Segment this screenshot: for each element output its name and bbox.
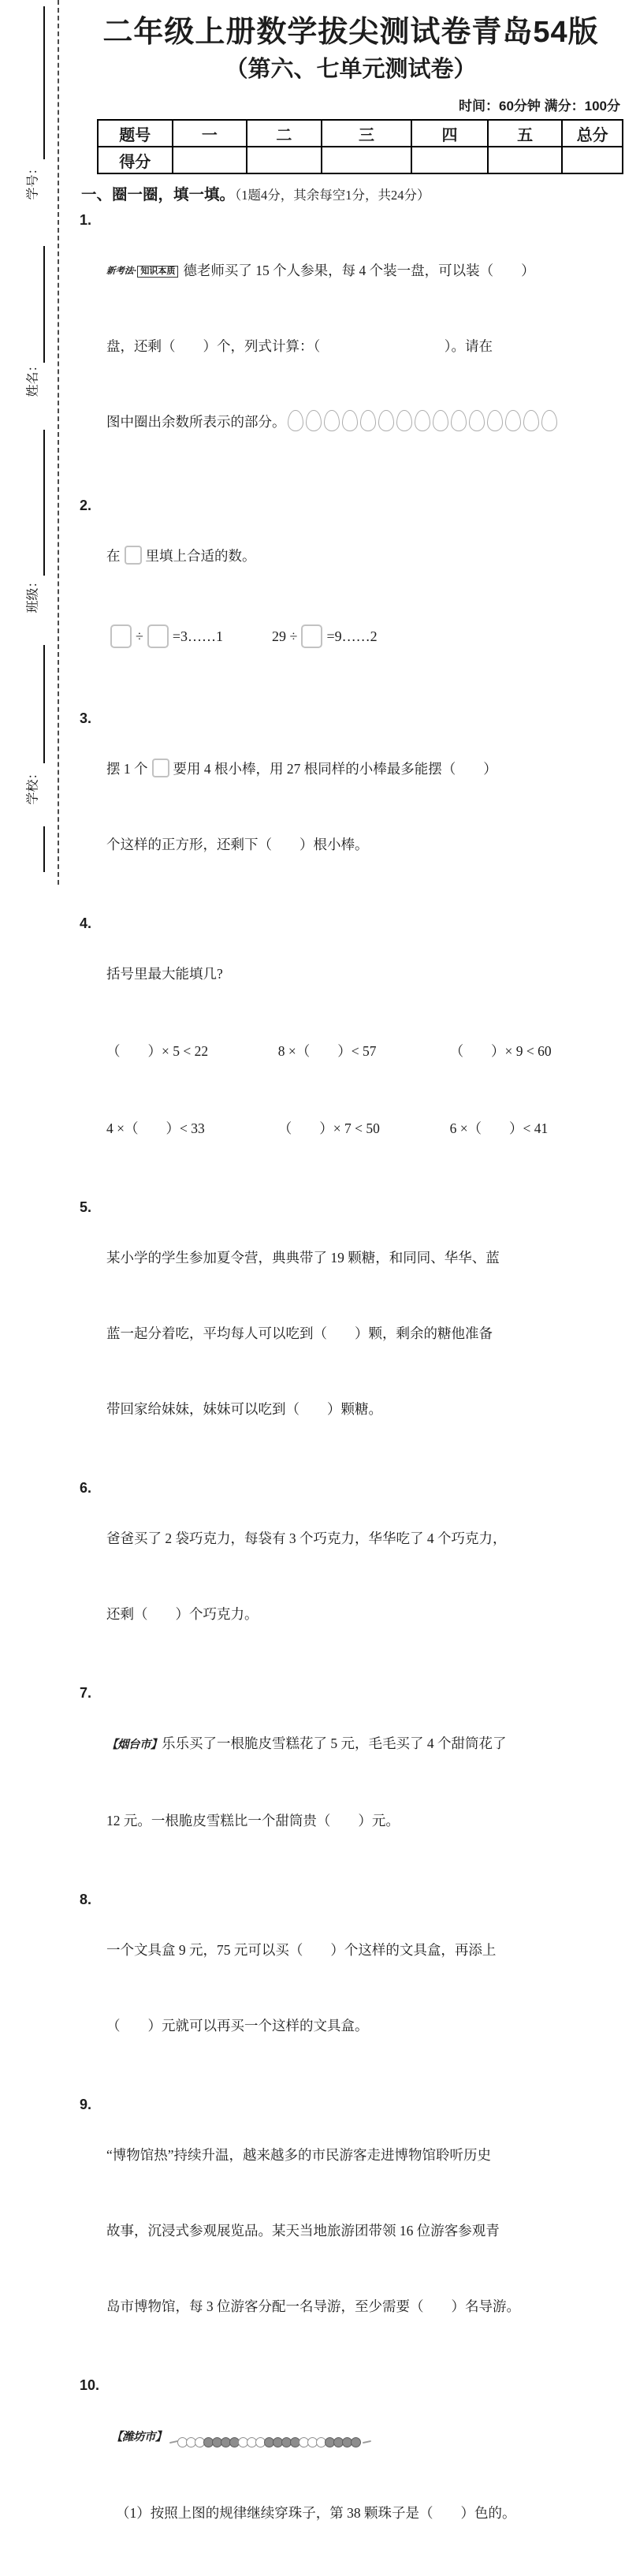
egg-shape [415,410,430,431]
question-6-number: 6. [80,1480,92,1496]
question-7-line-1: 【烟台市】乐乐买了一根脆皮雪糕花了 5 元，毛毛买了 4 个甜筒花了 [106,1735,507,1751]
egg-shape [360,410,376,431]
question-8-number: 8. [80,1892,92,1907]
fill-box [147,624,169,648]
egg-shape [396,410,412,431]
score-table-cell: 二 [247,120,322,147]
egg-shape [541,410,557,431]
margin-rule-line [43,826,45,872]
question-6-line-1: 爸爸买了 2 袋巧克力，每袋有 3 个巧克力，华华吃了 4 个巧克力， [106,1530,507,1546]
egg-shape [288,410,303,431]
question-9-line-2: 故事，沉浸式参观展览品。某天当地旅游团带领 16 位游客参观青 [106,2223,500,2239]
question-1-line-2: 盘，还剩（ ）个，列式计算：（ ）。请在 [106,338,493,354]
question-6 [80,1475,622,1677]
question-4-intro: 括号里最大能填几? [106,966,223,982]
question-7-number: 7. [80,1685,92,1701]
question-1-number: 1. [80,212,92,228]
egg-shape [433,410,448,431]
question-1 [80,207,622,490]
egg-shape [306,410,322,431]
question-2-equations: ÷ =3……1 29 ÷ =9……2 [106,624,622,649]
question-5-line-3: 带回家给妹妹，妹妹可以吃到（ ）颗糖。 [106,1401,382,1417]
question-10 [80,2373,622,2576]
question-4-row-2 [106,1116,622,1141]
question-1-line-1: 新考法· 知识本质 德老师买了 15 个人参果，每 4 个装一盘，可以装（ ） [106,263,535,278]
question-5-line-2: 蓝一起分着吃，平均每人可以吃到（ ）颗，剩余的糖他准备 [106,1325,493,1341]
question-4-number: 4. [80,915,92,931]
question-4-row-1 [106,1038,622,1064]
fill-box [301,624,322,648]
egg-shape [342,410,358,431]
question-8-line-2: （ ）元就可以再买一个这样的文具盒。 [106,2018,369,2034]
score-table-cell: 得分 [98,147,173,173]
question-3-line-1: 摆 1 个 要用 4 根小棒，用 27 根同样的小棒最多能摆（ ） [106,756,622,781]
inequality-item: （ ）× 9 < 60 [449,1043,552,1059]
egg-shape [324,410,340,431]
question-8-line-1: 一个文具盒 9 元，75 元可以买（ ）个这样的文具盒，再添上 [106,1942,497,1958]
bead-pattern-string [169,2437,371,2447]
question-7-line-2: 12 元。一根脆皮雪糕比一个甜筒贵（ ）元。 [106,1813,400,1829]
score-cell-empty [247,147,322,173]
section-1-points-note: （1题4分，其余每空1分，共24分） [235,188,430,203]
question-10-number: 10. [80,2377,100,2393]
question-3 [80,706,622,908]
question-2-number: 2. [80,498,92,513]
fill-box [125,546,142,565]
egg-shape [469,410,485,431]
inequality-item: 6 ×（ ）< 41 [449,1120,549,1136]
school-field-label: 学校： [26,766,40,805]
score-table-header-row [98,120,623,147]
section-1-title: 一、圈一圈，填一填。 [81,186,236,203]
time-score-meta: 时间：60分钟 满分：100分 [459,99,620,114]
page-subtitle: （第六、七单元测试卷） [225,57,477,82]
margin-rule-line [43,645,45,763]
question-5-line-1: 某小学的学生参加夏令营，典典带了 19 颗糖，和同同、华华、蓝 [106,1250,500,1266]
question-4 [80,911,622,1191]
question-5-number: 5. [80,1199,92,1215]
seal-dashed-line [58,0,59,885]
score-table-cell: 一 [173,120,247,147]
city-tag-weifang: 【潍坊市】 [111,2431,166,2444]
egg-shape [451,410,467,431]
question-9-line-3: 岛市博物馆，每 3 位游客分配一名导游，至少需要（ ）名导游。 [106,2298,520,2314]
ginseng-fruit-eggs [288,410,560,439]
question-8 [80,1887,622,2089]
margin-rule-line [43,6,45,159]
score-table-score-row [98,147,623,173]
egg-shape [523,410,539,431]
square-shape-box [152,759,169,777]
question-9-number: 9. [80,2097,92,2112]
question-6-line-2: 还剩（ ）个巧克力。 [106,1606,259,1622]
question-3-line-2: 个这样的正方形，还剩下（ ）根小棒。 [106,837,369,852]
inequality-item: 8 ×（ ）< 57 [277,1043,377,1059]
inequality-item: （ ）× 5 < 22 [106,1043,209,1059]
score-cell-empty [562,147,623,173]
city-tag-yantai: 【烟台市】 [106,1739,162,1751]
score-cell-empty [173,147,247,173]
score-table-cell: 总分 [562,120,623,147]
name-field-label: 姓名： [26,359,40,397]
new-method-badge: 新考法· 知识本质 [106,263,178,278]
question-9-line-1: “博物馆热”持续升温，越来越多的市民游客走进博物馆聆听历史 [106,2147,492,2163]
inequality-item: （ ）× 7 < 50 [277,1120,380,1136]
inequality-item: 4 ×（ ）< 33 [106,1120,205,1136]
score-cell-empty [411,147,488,173]
question-10-sub-1: （1）按照上图的规律继续穿珠子，第 38 颗珠子是（ ）色的。 [116,2505,516,2521]
question-1-line-3: 图中圈出余数所表示的部分。 [106,409,622,439]
margin-rule-line [43,430,45,576]
egg-shape [505,410,521,431]
bead-gray [351,2437,361,2447]
question-2 [80,493,622,703]
section-1-heading [81,182,622,204]
score-table-cell: 题号 [98,120,173,147]
question-10-bead-line [111,2423,622,2450]
page-title: 二年级上册数学拔尖测试卷青岛54版 [102,16,599,49]
paper-content [75,0,625,2576]
score-table [97,119,623,174]
class-field-label: 班级： [26,575,40,613]
question-3-number: 3. [80,710,92,726]
question-5 [80,1195,622,1472]
question-9 [80,2092,622,2369]
egg-shape [487,410,503,431]
score-cell-empty [488,147,563,173]
egg-shape [378,410,394,431]
string-end-squiggle [363,2440,371,2444]
score-table-cell: 三 [322,120,412,147]
question-2-intro: 在 里填上合适的数。 [106,543,622,569]
score-table-cell: 五 [488,120,563,147]
score-table-cell: 四 [411,120,488,147]
student-id-field-label: 学号： [26,162,40,200]
score-cell-empty [322,147,412,173]
question-7 [80,1680,622,1884]
fill-box [110,624,132,648]
margin-rule-line [43,246,45,363]
